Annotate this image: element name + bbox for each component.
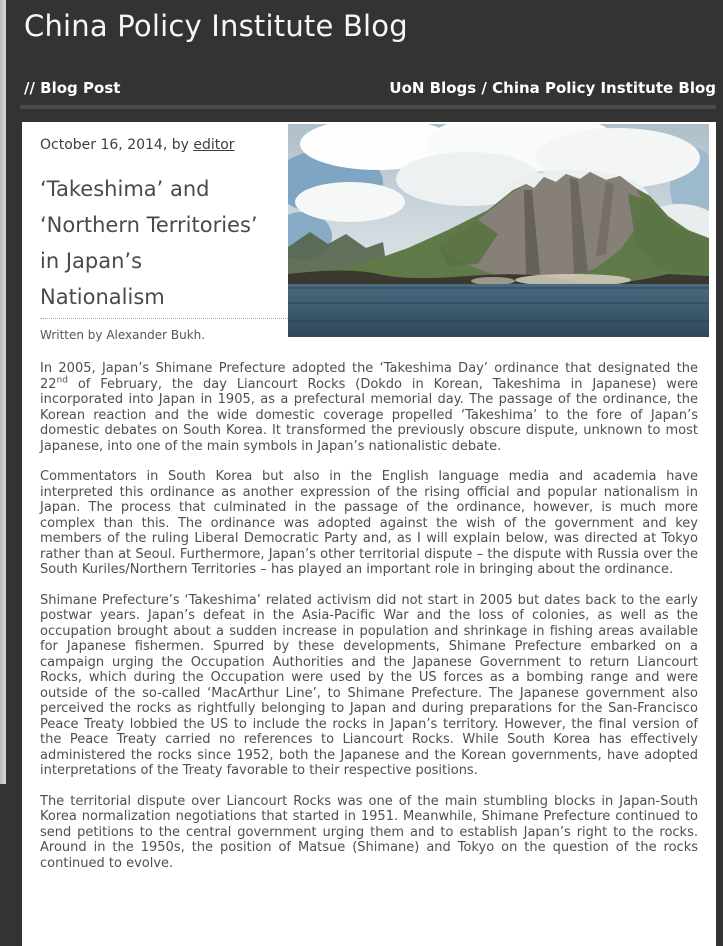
breadcrumb-separator: / <box>476 79 493 97</box>
post-paragraphs <box>40 361 698 871</box>
breadcrumb-link-uon-blogs[interactable]: UoN Blogs <box>389 79 477 97</box>
site-title: China Policy Institute Blog <box>24 9 408 43</box>
breadcrumb-link-cpi-blog[interactable]: China Policy Institute Blog <box>492 79 716 97</box>
page-left-edge <box>0 0 6 784</box>
post-title-line: ‘Takeshima’ and <box>40 177 210 201</box>
paragraph: In 2005, Japan’s Shimane Prefecture adopted the ‘Takeshima Day’ ordinance that designated the 22nd of February, the day Liancourt Rocks (Dokdo in Korean, Takeshima in Japanese) were incorporated into Japan in 1905, as a prefectural memorial day. The passage of the ordinance, the Korean reaction and the wide domestic coverage propelled ‘Takeshima’ to the fore of Japan’s domestic debates on South Korea. It transformed the previously obscure dispute, unknown to most Japanese, into one of the main symbols in Japan’s nationalistic debate. <box>40 361 698 454</box>
island-photo <box>288 124 709 337</box>
article-panel <box>22 122 716 946</box>
post-title-line: in Japan’s <box>40 249 143 273</box>
post-title-line: Nationalism <box>40 285 165 309</box>
paragraph: Shimane Prefecture’s ‘Takeshima’ related activism did not start in 2005 but dates back to the early postwar years. Japan’s defeat in the Asia-Pacific War and the loss of colonies, as well as the occupation brought about a sudden increase in population and shrinkage in fishing areas available for Japanese fishermen. Spurred by these developments, Shimane Prefecture embarked on a campaign urging the Occupation Authorities and the Japanese Government to return Liancourt Rocks, which during the Occupation were used by the US forces as a bombing range and were outside of the so-called ‘MacArthur Line’, to Shimane Prefecture. The Japanese government also perceived the rocks as rightfully belonging to Japan and during preparations for the San-Francisco Peace Treaty lobbied the US to include the rocks in Japan’s territory. However, the final version of the Peace Treaty carried no references to Liancourt Rocks. While South Korea has effectively administered the rocks since 1952, both the Japanese and the Korean governments, have adopted interpretations of the Treaty favorable to their respective positions. <box>40 592 698 778</box>
post-date-text: October 16, 2014, by <box>40 137 194 153</box>
paragraph: The territorial dispute over Liancourt Rocks was one of the main stumbling blocks in Japan-South Korea normalization negotiations that started in 1951. Meanwhile, Shimane Prefecture continued to send petitions to the central government urging them and to establish Japan’s right to the rocks. Around in the 1950s, the position of Matsue (Shimane) and Tokyo on the question of the rocks continued to evolve. <box>40 793 698 871</box>
post-title <box>40 171 292 319</box>
nav-row <box>24 79 716 97</box>
paragraph: Commentators in South Korea but also in the English language media and academia have interpreted this ordinance as another expression of the rising official and popular nationalism in Japan. The process that culminated in the passage of the ordinance, however, is much more complex than this. The ordinance was adopted against the wish of the government and key members of the ruling Liberal Democratic Party and, as I will explain below, was directed at Tokyo rather than at Seoul. Furthermore, Japan’s other territorial dispute – the dispute with Russia over the South Kuriles/Northern Territories – has played an important role in bringing about the ordinance. <box>40 469 698 577</box>
nav-section-label: // Blog Post <box>24 79 121 97</box>
author-link[interactable]: editor <box>193 137 235 153</box>
breadcrumb <box>389 79 716 97</box>
header-divider <box>20 105 716 109</box>
post-title-line: ‘Northern Territories’ <box>40 213 258 237</box>
byline: Written by Alexander Bukh. <box>40 328 206 342</box>
